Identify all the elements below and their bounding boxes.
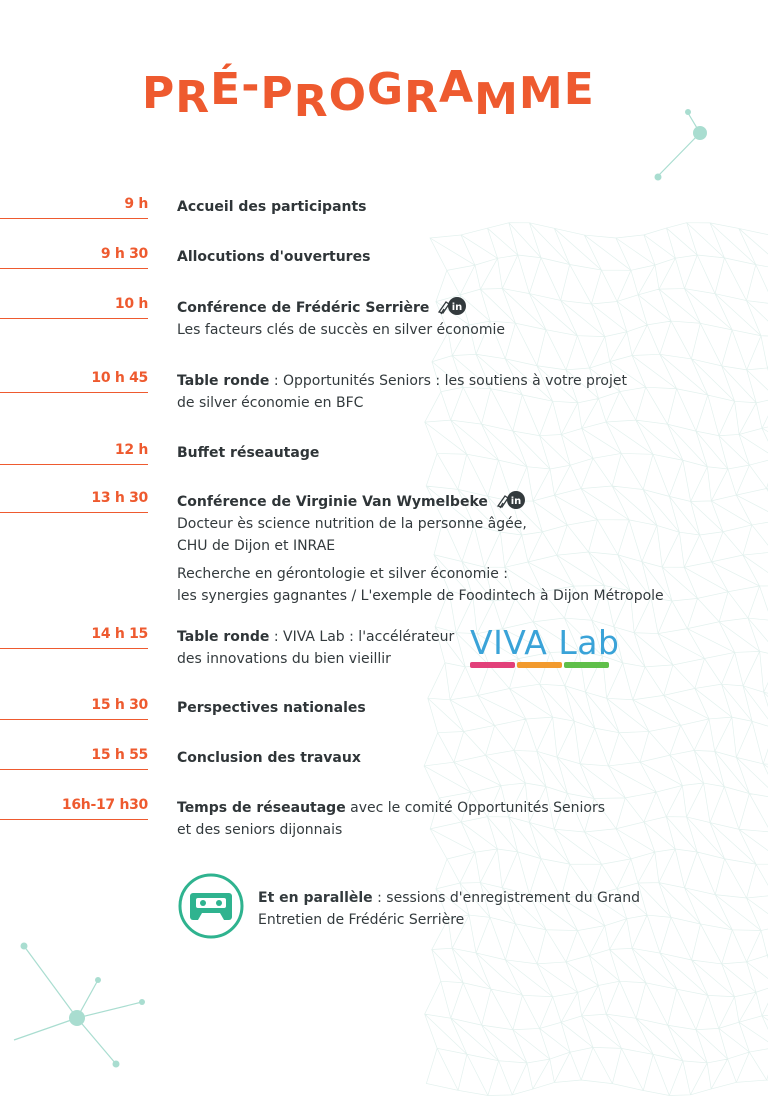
schedule-text: les synergies gagnantes / L'exemple de Foodintech à Dijon Métropole bbox=[177, 588, 664, 604]
parallel-sessions-note bbox=[258, 887, 640, 931]
schedule-content bbox=[177, 747, 361, 769]
schedule-text: et des seniors dijonnais bbox=[177, 822, 343, 838]
viva-lab-logo bbox=[470, 625, 620, 671]
title-letter: M bbox=[474, 74, 519, 125]
schedule-heading: Conclusion des travaux bbox=[177, 750, 361, 766]
schedule-heading: Accueil des participants bbox=[177, 199, 367, 215]
title-letter: R bbox=[404, 72, 440, 123]
schedule-heading: Conférence de Frédéric Serrière bbox=[177, 300, 430, 316]
schedule-line bbox=[177, 246, 370, 268]
schedule-text: Les facteurs clés de succès en silver économie bbox=[177, 322, 505, 338]
time-underline bbox=[0, 819, 148, 820]
schedule-line bbox=[177, 370, 627, 392]
schedule-time: 9 h bbox=[124, 196, 148, 212]
schedule-heading: Conférence de Virginie Van Wymelbeke bbox=[177, 494, 488, 510]
schedule-text: Docteur ès science nutrition de la personne âgée, bbox=[177, 516, 527, 532]
viva-bar-autonomie bbox=[564, 662, 609, 668]
schedule-content bbox=[177, 296, 505, 341]
schedule-content bbox=[177, 626, 454, 670]
schedule-content bbox=[177, 797, 605, 841]
schedule-text: : VIVA Lab : l'accélérateur bbox=[269, 629, 455, 645]
schedule-line bbox=[177, 442, 319, 464]
schedule-line bbox=[177, 319, 505, 341]
schedule-time: 15 h 55 bbox=[91, 747, 148, 763]
title-letter: P bbox=[260, 68, 294, 119]
schedule-heading: Buffet réseautage bbox=[177, 445, 320, 461]
title-letter: M bbox=[518, 68, 564, 119]
time-underline bbox=[0, 268, 148, 269]
schedule-time: 15 h 30 bbox=[91, 697, 148, 713]
schedule-text: CHU de Dijon et INRAE bbox=[177, 538, 336, 554]
time-underline bbox=[0, 769, 148, 770]
title-letter: E bbox=[563, 64, 595, 115]
schedule-line bbox=[177, 819, 605, 841]
parallel-line2: Entretien de Frédéric Serrière bbox=[258, 912, 465, 928]
schedule-text: avec le comité Opportunités Seniors bbox=[345, 800, 606, 816]
parallel-label: Et en parallèle bbox=[258, 890, 373, 906]
time-underline bbox=[0, 318, 148, 319]
svg-text:in: in bbox=[510, 496, 522, 507]
schedule-time: 16h-17 h30 bbox=[61, 797, 148, 813]
schedule-heading: Temps de réseautage bbox=[177, 800, 346, 816]
schedule-heading: Table ronde bbox=[177, 373, 270, 389]
schedule-heading: Table ronde bbox=[177, 629, 270, 645]
schedule-line bbox=[177, 296, 505, 319]
in-speaker-badge-icon bbox=[496, 490, 526, 510]
molecule-decoration-top bbox=[655, 109, 708, 181]
schedule-time: 10 h bbox=[114, 296, 148, 312]
schedule-content bbox=[177, 370, 627, 414]
schedule-content bbox=[177, 246, 370, 268]
title-letter: R bbox=[175, 72, 211, 123]
title-letter: - bbox=[241, 60, 261, 111]
schedule-line bbox=[177, 585, 664, 607]
molecule-decoration-bottom bbox=[14, 943, 145, 1068]
viva-bar-mobilite bbox=[517, 662, 562, 668]
schedule-line bbox=[177, 797, 605, 819]
schedule-time: 10 h 45 bbox=[91, 370, 148, 386]
schedule-content bbox=[177, 697, 366, 719]
schedule-line bbox=[177, 513, 664, 535]
in-speaker-badge-icon bbox=[437, 296, 467, 316]
time-underline bbox=[0, 464, 148, 465]
schedule-text: : Opportunités Seniors : les soutiens à votre projet bbox=[269, 373, 627, 389]
parallel-line1: : sessions d'enregistrement du Grand bbox=[372, 890, 640, 906]
schedule-line bbox=[177, 196, 367, 218]
time-underline bbox=[0, 719, 148, 720]
schedule-line bbox=[177, 747, 361, 769]
title-letter: R bbox=[293, 76, 329, 127]
viva-lab-logo-bars bbox=[470, 662, 620, 668]
schedule-time: 14 h 15 bbox=[91, 626, 148, 642]
schedule-line bbox=[177, 490, 664, 513]
schedule-content bbox=[177, 490, 664, 607]
schedule-text: des innovations du bien vieillir bbox=[177, 651, 391, 667]
schedule-line bbox=[177, 392, 627, 414]
title-letter: G bbox=[367, 64, 405, 115]
schedule-content bbox=[177, 442, 319, 464]
schedule-line bbox=[177, 563, 664, 585]
schedule-line bbox=[177, 697, 366, 719]
time-underline bbox=[0, 392, 148, 393]
title-letter: A bbox=[439, 62, 475, 113]
title-letter: O bbox=[328, 70, 368, 121]
schedule-line bbox=[177, 535, 664, 557]
time-underline bbox=[0, 512, 148, 513]
page-title bbox=[142, 60, 595, 127]
schedule-text: Recherche en gérontologie et silver économie : bbox=[177, 566, 509, 582]
schedule-line bbox=[177, 626, 454, 648]
schedule-line bbox=[177, 648, 454, 670]
svg-text:in: in bbox=[452, 302, 463, 313]
time-underline bbox=[0, 648, 148, 649]
schedule-time: 13 h 30 bbox=[91, 490, 148, 506]
viva-bar-alimentation bbox=[470, 662, 515, 668]
title-letter: P bbox=[142, 68, 176, 119]
schedule-heading: Allocutions d'ouvertures bbox=[177, 249, 371, 265]
cassette-icon bbox=[178, 873, 244, 939]
schedule-time: 12 h bbox=[114, 442, 148, 458]
schedule-heading: Perspectives nationales bbox=[177, 700, 366, 716]
schedule-text: de silver économie en BFC bbox=[177, 395, 364, 411]
title-letter: É bbox=[210, 64, 242, 115]
time-underline bbox=[0, 218, 148, 219]
schedule-content bbox=[177, 196, 367, 218]
schedule-time: 9 h 30 bbox=[100, 246, 148, 262]
viva-lab-logo-text: VIVA Lab bbox=[470, 623, 620, 662]
